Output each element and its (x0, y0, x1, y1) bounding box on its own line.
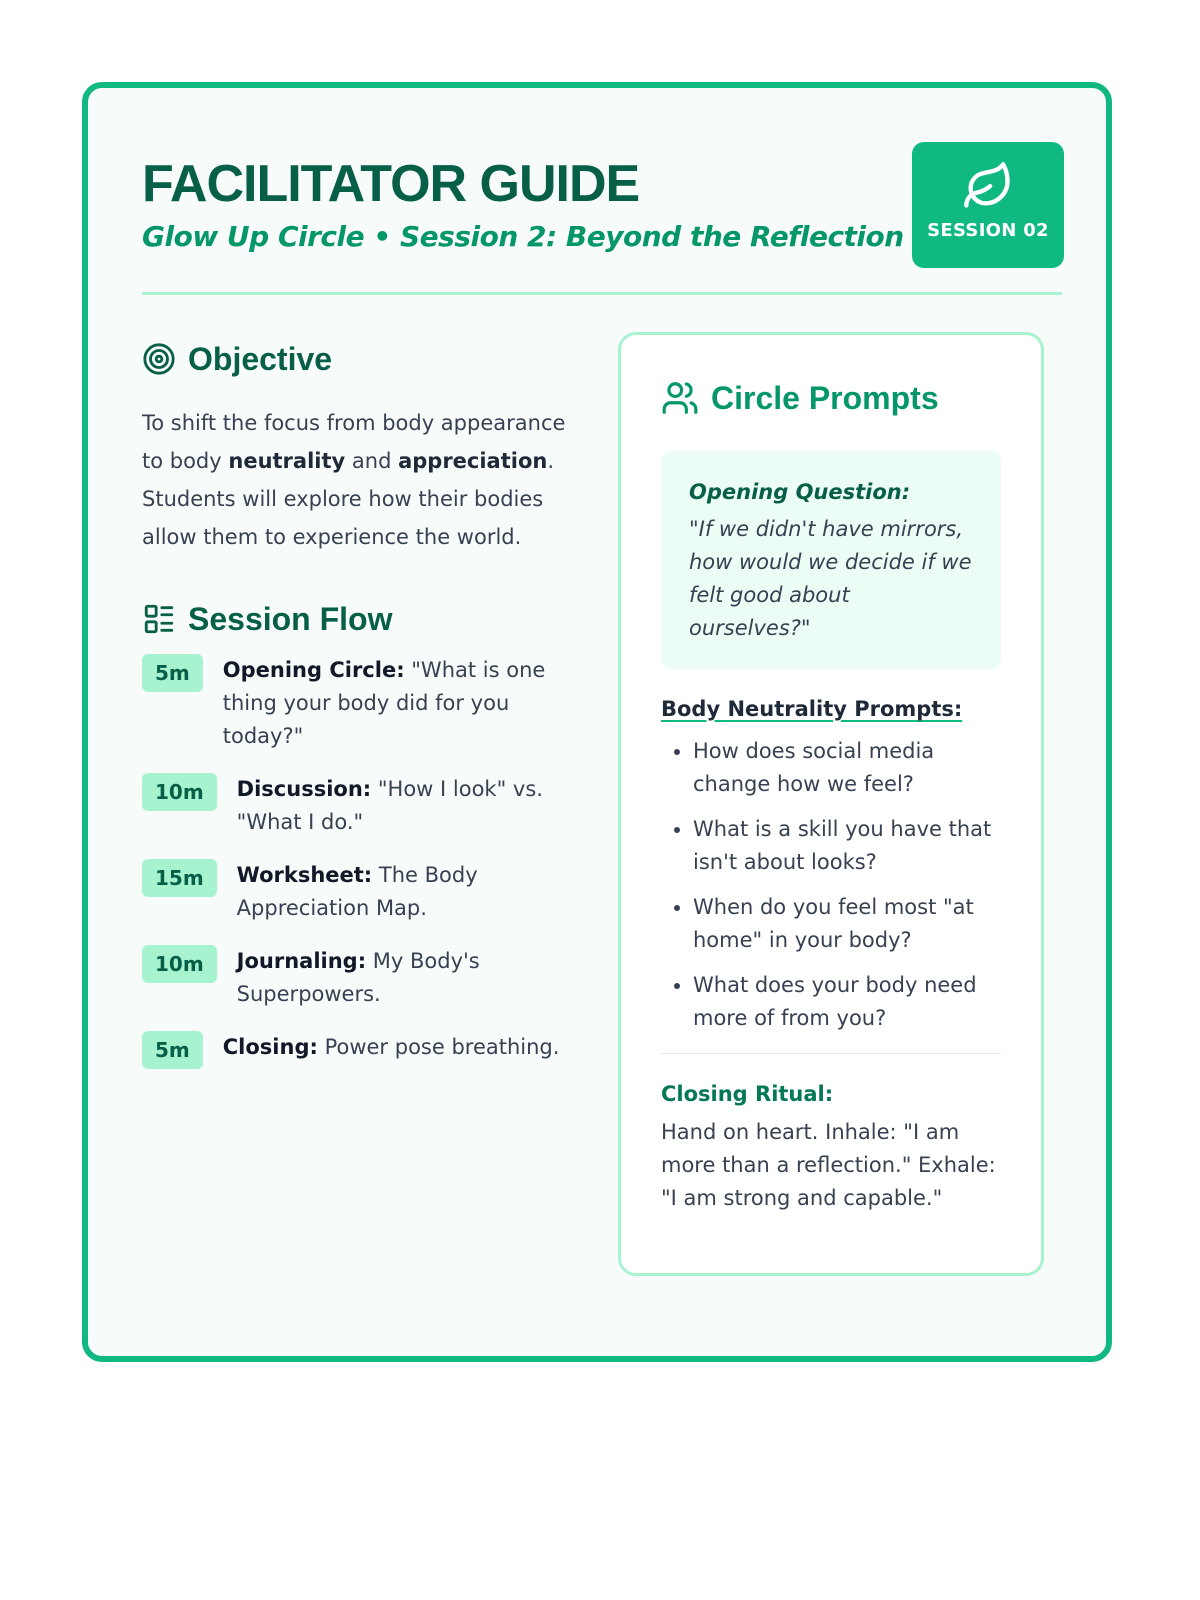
facilitator-guide-card (82, 82, 1112, 1362)
flow-text: The Body Appreciation Map. (236, 863, 478, 920)
body-neutrality-prompts-label: Body Neutrality Prompts: (661, 697, 963, 721)
target-icon (142, 342, 176, 376)
flow-time-badge: 15m (142, 859, 217, 897)
objective-bold-appreciation: appreciation (398, 449, 548, 473)
flow-label: Discussion: (236, 777, 372, 801)
left-column (142, 338, 582, 1089)
closing-ritual-text: Hand on heart. Inhale: "I am more than a reflection." Exhale: "I am strong and capable." (661, 1120, 996, 1210)
opening-question-text: "If we didn't have mirrors, how would we decide if we felt good about ourselves?" (689, 517, 972, 640)
flow-label: Journaling: (236, 949, 367, 973)
body-neutrality-prompts-list (661, 735, 1001, 1035)
flow-item (142, 773, 582, 839)
session-badge-label: SESSION 02 (927, 220, 1049, 241)
leaf-icon (962, 160, 1014, 212)
list-item: • What is a skill you have that isn't about looks? (693, 813, 1001, 879)
flow-description (237, 773, 582, 839)
flow-description (223, 1031, 560, 1064)
session-flow-heading (142, 598, 582, 640)
flow-item (142, 654, 582, 753)
flow-time-badge: 5m (142, 1031, 203, 1069)
objective-heading (142, 338, 582, 380)
closing-ritual-label: Closing Ritual: (661, 1082, 834, 1106)
flow-text: My Body's Superpowers. (236, 949, 480, 1006)
page-title: FACILITATOR GUIDE (142, 155, 640, 213)
list-icon (142, 602, 176, 636)
list-item: • What does your body need more of from you? (693, 969, 1001, 1035)
flow-time-badge: 10m (142, 945, 217, 983)
objective-text-part: To shift the focus from body appearance to body (142, 411, 566, 473)
circle-prompts-heading-label: Circle Prompts (711, 379, 939, 416)
flow-time-badge: 10m (142, 773, 217, 811)
flow-item (142, 945, 582, 1011)
flow-label: Worksheet: (236, 863, 373, 887)
list-item: • When do you feel most "at home" in your body? (693, 891, 1001, 957)
session-flow-heading-label: Session Flow (188, 600, 393, 637)
header (142, 142, 1062, 295)
flow-time-badge: 5m (142, 654, 203, 692)
circle-prompts-panel (618, 332, 1044, 1276)
divider (661, 1053, 1001, 1054)
flow-label: Opening Circle: (222, 658, 405, 682)
flow-text: "How I look" vs. "What I do." (236, 777, 543, 834)
list-item: • How does social media change how we feel? (693, 735, 1001, 801)
circle-prompts-heading (661, 377, 1001, 419)
flow-description (237, 859, 582, 925)
page-subtitle: Glow Up Circle • Session 2: Beyond the Reflection (142, 220, 904, 253)
flow-item (142, 1031, 582, 1069)
users-icon (661, 379, 699, 417)
objective-text-part: . Students will explore how their bodies allow them to experience the world. (142, 449, 555, 549)
objective-heading-label: Objective (188, 340, 333, 377)
session-flow-list (142, 654, 582, 1069)
flow-label: Closing: (222, 1035, 318, 1059)
flow-description (223, 654, 582, 753)
flow-text: Power pose breathing. (317, 1035, 560, 1059)
flow-description (237, 945, 582, 1011)
opening-question-label: Opening Question: (689, 480, 911, 504)
objective-bold-neutrality: neutrality (228, 449, 346, 473)
session-badge (912, 142, 1064, 268)
flow-text: "What is one thing your body did for you today?" (222, 658, 546, 748)
objective-text-part: and (345, 449, 399, 473)
opening-question-box (661, 451, 1001, 669)
objective-text (142, 404, 582, 556)
flow-item (142, 859, 582, 925)
